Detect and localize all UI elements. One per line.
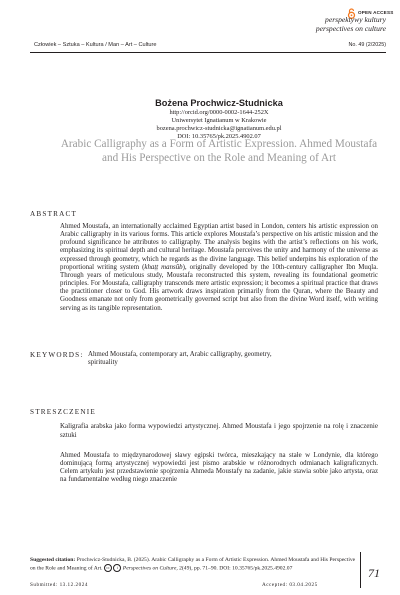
author-name: Bożena Prochwicz-Studnicka xyxy=(155,98,283,108)
cc-by-icon[interactable]: i xyxy=(113,564,121,572)
streszczenie-text: Ahmed Moustafa to międzynarodowej sławy egipski twórca, mieszkający na stałe w Londynie, dla którego dominującą formą artystycznej wypowiedzi jest pismo arabskie w różnorodnych odmianach kaligraficznych. Celem artykułu jest przedstawienie spojrzenia Ahmeda Moustafy na zadanie, jakie stawia sobie jako artysta, oraz na fundamentalne według niego znaczenie xyxy=(60,452,378,484)
journal-name-pl: perspektywy kultury xyxy=(325,15,386,24)
abstract-italic-term: khaṭṭ mansūb xyxy=(144,263,183,271)
abstract-text xyxy=(60,223,378,313)
article-doi[interactable]: DOI: 10.35765/pk.2025.4902.07 xyxy=(177,133,261,140)
citation-journal: Perspectives on Culture xyxy=(122,565,177,572)
author-email[interactable]: bozena.prochwicz-studnicka@ignatianum.edu.pl xyxy=(156,125,282,132)
cc-license-icon[interactable]: cc xyxy=(104,564,112,572)
citation-label: Suggested citation: xyxy=(30,557,76,563)
accepted-date: Accepted: 03.04.2025 xyxy=(262,582,318,588)
abstract-text-part-1: Ahmed Moustafa, an internationally acclaimed Egyptian artist based in London, centers his artistic expression on Arabic calligraphy in its various forms. This article explores Moustafa’s perspective on his artistic mission and the profound significance he attributes to calligraphy. The analysis begins with the artist’s reflections on his work, emphasizing its spiritual depth and cultural heritage. Moustafa perceives the unity and harmony of the universe as expressed through geometry, which he regards as the divine language. This belief underpins his exploration of the proportional writing system ( xyxy=(60,223,378,271)
journal-name-en: perspectives on culture xyxy=(315,23,386,33)
page-number: 71 xyxy=(368,566,380,580)
abstract-text-part-2: ), originally developed by the 10th-century calligrapher Ibn Muqla. Through years of meticulous study, Moustafa reconstructed this system, revealing its foundational geometric principles. For Moustafa, calligraphy transcends mere artistic expression; it becomes a spiritual practice that draws the practitioner closer to God. His artwork draws inspiration primarily from the Quran, where the Beauty and Goodness emanate not only from geometrically governed script but also from the divine Word itself, with writing serving as its tangible representation. xyxy=(60,263,378,312)
submitted-date: Submitted: 13.12.2024 xyxy=(30,582,88,588)
author-affiliation: Uniwersytet Ignatianum w Krakowie xyxy=(171,117,267,124)
section-breadcrumb: Człowiek – Sztuka – Kultura / Man – Art – Culture xyxy=(34,42,157,48)
keywords-label: KEYWORDS: xyxy=(30,351,84,359)
author-orcid[interactable]: http://orcid.org/0000-0002-1644-252X xyxy=(169,109,269,116)
suggested-citation xyxy=(30,557,360,572)
abstract-heading: ABSTRACT xyxy=(30,210,78,218)
page-number-divider xyxy=(360,552,361,588)
citation-text-b: , 2(49), pp. 71–90. DOI: 10.35765/pk.2025.4902.07 xyxy=(176,565,293,572)
author-block xyxy=(60,98,378,141)
keywords-text: Ahmed Moustafa, contemporary art, Arabic calligraphy, geometry, spirituality xyxy=(88,351,272,367)
journal-logo xyxy=(316,16,386,33)
streszczenie-title: Kaligrafia arabska jako forma wypowiedzi artystycznej. Ahmed Moustafa i jego spojrzenie na rolę i znaczenie sztuki xyxy=(60,422,378,439)
streszczenie-heading: STRESZCZENIE xyxy=(30,408,96,416)
citation-text-a: Prochwicz-Studnicka, B. (2025). Arabic Calligraphy as a Form of Artistic Expression. Ahmed Moustafa and His Perspective on the Role and Meaning of Art. xyxy=(30,557,356,572)
header-divider xyxy=(30,52,386,53)
open-access-label: OPEN ACCESS xyxy=(358,10,394,15)
issue-number: No. 49 (2/2025) xyxy=(348,42,386,48)
article-title: Arabic Calligraphy as a Form of Artistic Expression. Ahmed Moustafa and His Perspective on the Role and Meaning of Art xyxy=(60,138,378,164)
